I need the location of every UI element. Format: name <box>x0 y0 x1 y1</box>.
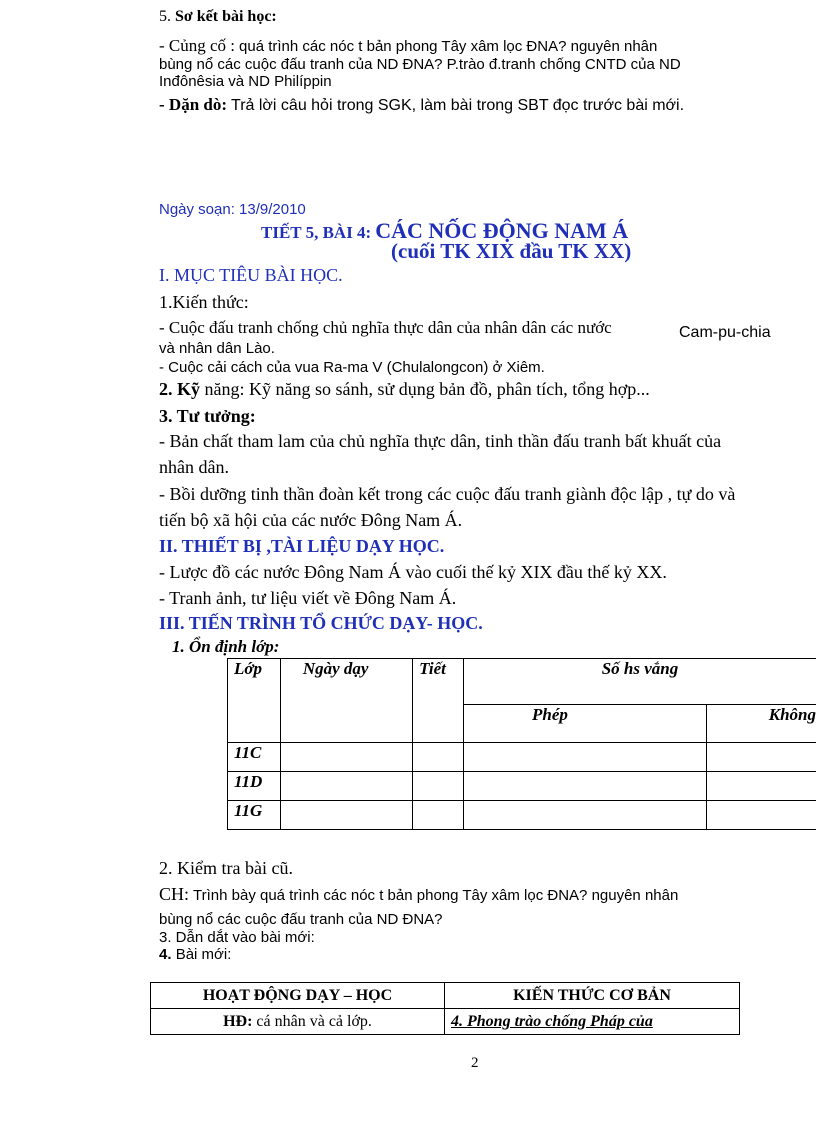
attendance-header-row <box>228 659 816 705</box>
activity-cell <box>151 1009 445 1035</box>
class-heading: 1. Ổn định lớp: <box>172 637 280 656</box>
equipment-item-1: - Lược đồ các nước Đông Nam Á vào cuối thế kỷ XIX đầu thế kỷ XX. <box>159 562 667 582</box>
activity-row <box>151 1009 740 1035</box>
homework-line <box>159 95 684 115</box>
attendance-row <box>228 743 816 772</box>
permitted-cell <box>463 743 706 772</box>
unpermitted-cell <box>706 772 816 801</box>
date-cell <box>280 772 412 801</box>
col-class: Lớp <box>228 659 281 743</box>
question-line-1 <box>159 884 678 905</box>
question-label: CH: <box>159 884 190 904</box>
class-cell: 11D <box>228 772 281 801</box>
consolidate-text-2: bùng nổ các cuộc đấu tranh của ND ĐNA? P.trào đ.tranh chống CNTD của ND <box>159 56 681 73</box>
col-activity: HOẠT ĐỘNG DẠY – HỌC <box>151 983 445 1009</box>
col-knowledge: KIẾN THỨC CƠ BẢN <box>445 983 740 1009</box>
consolidate-text-3: Inđônêsia và ND Philíppin <box>159 73 332 90</box>
question-text-1: Trình bày quá trình các nóc t bản phong Tây xâm lọc ĐNA? nguyên nhân <box>193 887 679 904</box>
thought-item-1-cont: nhân dân. <box>159 457 229 477</box>
knowledge-cell: 4. Phong trào chống Pháp của <box>445 1009 740 1035</box>
thought-item-2-cont: tiến bộ xã hội của các nước Đông Nam Á. <box>159 510 463 530</box>
skill-text: năng: Kỹ năng so sánh, sử dụng bản đồ, phân tích, tổng hợp... <box>204 379 650 399</box>
new-lesson-num: 4. <box>159 946 172 963</box>
attendance-table <box>227 658 816 830</box>
class-cell: 11G <box>228 801 281 830</box>
permitted-cell <box>463 772 706 801</box>
knowledge-item-2: - Cuộc cải cách của vua Ra-ma V (Chulalongcon) ở Xiêm. <box>159 359 545 376</box>
attendance-row <box>228 772 816 801</box>
col-unpermitted: Không <box>706 705 816 743</box>
lesson-title-sub: (cuối TK XIX đầu TK XX) <box>391 239 632 263</box>
attendance-row <box>228 801 816 830</box>
summary-heading <box>159 8 277 26</box>
activity-label: HĐ: <box>223 1012 253 1030</box>
knowledge-item-1-cont: và nhân dân Lào. <box>159 340 275 357</box>
lesson-title-prefix: TIẾT 5, BÀI 4: <box>261 223 372 242</box>
period-cell <box>413 801 464 830</box>
date-cell <box>280 743 412 772</box>
homework-label: - Dặn dò: <box>159 95 228 114</box>
skill-label: 2. Kỹ <box>159 379 201 399</box>
section2-heading: II. THIẾT BỊ ,TÀI LIỆU DẠY HỌC. <box>159 536 445 556</box>
page-number: 2 <box>471 1055 479 1071</box>
summary-heading-num: 5. <box>159 8 171 25</box>
consolidate-label: - Củng cố : <box>159 36 236 55</box>
new-lesson-text: Bài mới: <box>175 946 232 963</box>
new-lesson-line <box>159 946 231 963</box>
knowledge-item-1: - Cuộc đấu tranh chống chủ nghĩa thực dân của nhân dân các nước <box>159 318 612 337</box>
knowledge-heading: 1.Kiến thức: <box>159 292 249 312</box>
consolidate-text-1: quá trình các nóc t bản phong Tây xâm lọc ĐNA? nguyên nhân <box>239 38 658 55</box>
homework-text: Trả lời câu hỏi trong SGK, làm bài trong SBT đọc trước bài mới. <box>231 97 685 114</box>
section1-heading: I. MỤC TIÊU BÀI HỌC. <box>159 265 343 285</box>
period-cell <box>413 743 464 772</box>
summary-heading-text: Sơ kết bài học: <box>175 8 277 25</box>
equipment-item-2: - Tranh ảnh, tư liệu viết về Đông Nam Á. <box>159 588 457 608</box>
col-date: Ngày dạy <box>280 659 412 743</box>
activity-table <box>150 982 740 1035</box>
review-heading: 2. Kiểm tra bài cũ. <box>159 858 293 878</box>
thought-item-1: - Bản chất tham lam của chủ nghĩa thực dân, tinh thần đấu tranh bất khuất của <box>159 431 722 451</box>
intro-line: 3. Dẫn dắt vào bài mới: <box>159 929 315 946</box>
activity-text: cá nhân và cả lớp. <box>256 1012 372 1030</box>
unpermitted-cell <box>706 743 816 772</box>
unpermitted-cell <box>706 801 816 830</box>
skill-line <box>159 379 650 400</box>
lesson-date: Ngày soạn: 13/9/2010 <box>159 201 306 218</box>
consolidate-line-1 <box>159 36 657 56</box>
class-cell: 11C <box>228 743 281 772</box>
col-permitted: Phép <box>463 705 706 743</box>
question-text-2: bùng nổ các cuộc đấu tranh của ND ĐNA? <box>159 911 443 928</box>
period-cell <box>413 772 464 801</box>
thought-item-2: - Bồi dưỡng tinh thần đoàn kết trong các cuộc đấu tranh giành độc lập , tự do và <box>159 484 736 504</box>
section3-heading: III. TIẾN TRÌNH TỔ CHỨC DẠY- HỌC. <box>159 613 483 633</box>
lesson-title-main: CÁC NỐC ĐỘNG NAM Á <box>375 218 629 243</box>
knowledge-item-1-country: Cam-pu-chia <box>679 324 771 341</box>
thought-heading: 3. Tư tưởng: <box>159 406 256 426</box>
col-period: Tiết <box>413 659 464 743</box>
date-cell <box>280 801 412 830</box>
col-absent: Số hs vắng <box>463 659 816 705</box>
permitted-cell <box>463 801 706 830</box>
activity-header-row <box>151 983 740 1009</box>
